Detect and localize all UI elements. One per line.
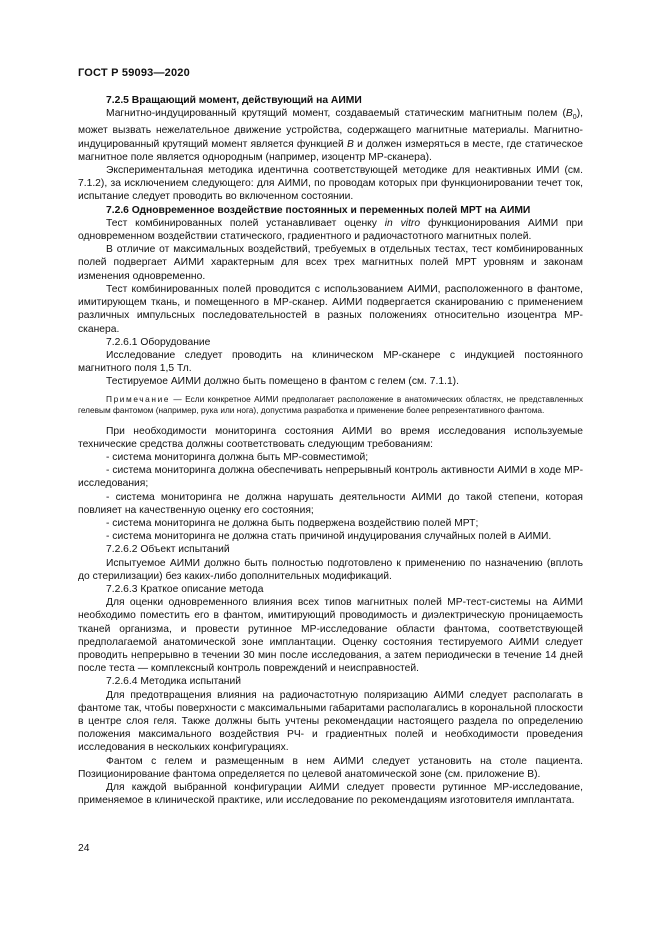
section-7-2-5-title: 7.2.5 Вращающий момент, действующий на АИМИ (106, 95, 362, 106)
note-label: Примечание (106, 393, 171, 404)
list-item: - система мониторинга должна обеспечивать непрерывный контроль активности АИМИ в ходе МР-исследования; (78, 465, 583, 490)
paragraph: В отличие от максимальных воздействий, требуемых в отдельных тестах, тест комбинированных полей подвергает АИМИ характерным для всех трех магнитных полей МРТ уровням и законам изменения одновременно. (78, 244, 583, 282)
paragraph: Испытуемое АИМИ должно быть полностью подготовлено к применению по назначению (вплоть до стерилизации) без каких-либо дополнительных модификаций. (78, 557, 583, 582)
list-item: - система мониторинга не должна быть подвержена воздействию полей МРТ; (106, 517, 479, 529)
page-body (78, 94, 583, 807)
paragraph: Для оценки одновременного влияния всех типов магнитных полей МР-тест-системы на АИМИ необходимо поместить его в фантом, имитирующий проводимость и диэлектрическую проницаемость тканей организма, и провести рутинное МР-исследование области фантома, соответствующей предполагаемой анатомической зоне имплантации. Оценку состояния тестируемого АИМИ следует проводить непрерывно в течении 30 мин после исследования, а затем периодически в течение 14 дней после теста — комплексный контроль повреждений и неисправностей. (78, 597, 583, 675)
paragraph: Исследование следует проводить на клиническом МР-сканере с индукцией постоянного магнитного поля 1,5 Тл. (78, 349, 583, 375)
paragraph: Для каждой выбранной конфигурации АИМИ следует провести рутинное МР-исследование, применяемое в клинической практике, или исследование по рекомендациям изготовителя имплантата. (78, 782, 583, 807)
page-number: 24 (78, 843, 90, 854)
list-item: - система мониторинга не должна нарушать деятельности АИМИ до такой степени, которая повлияет на качественную оценку его состояния; (78, 491, 583, 516)
document-header: ГОСТ Р 59093—2020 (78, 67, 190, 79)
list-item: - система мониторинга не должна стать причиной индуцирования случайных полей в АИМИ. (106, 531, 552, 543)
paragraph: Фантом с гелем и размещенным в нем АИМИ следует установить на столе пациента. Позиционирование фантома определяется по целевой анатомической зоне (см. приложение В). (78, 755, 583, 780)
paragraph: Тестируемое АИМИ должно быть помещено в фантом с гелем (см. 7.1.1). (106, 376, 459, 388)
note: Примечание — Если конкретное АИМИ предполагает расположение в анатомических областях, не представленных гелевым фантомом (например, рука или нога), допустима разработка и применение более репрезентативного фантома. (78, 393, 583, 415)
subsection-7-2-6-3-title: 7.2.6.3 Краткое описание метода (106, 583, 264, 595)
paragraph: Магнитно-индуцированный крутящий момент, создаваемый статическим магнитным полем $(B_0)$, может вызвать нежелательное движение устройства, содержащего магнитные материалы. Магнитно-индуцированный крутящий момент является функцией B и должен измеряться в месте, где статическое магнитное поле является однородным (например, изоцентр МР-сканера). (78, 108, 583, 163)
subsection-7-2-6-1-title: 7.2.6.1 Оборудование (106, 336, 211, 348)
list-item: - система мониторинга должна быть МР-совместимой; (106, 451, 369, 463)
paragraph: При необходимости мониторинга состояния АИМИ во время исследования используемые технические средства должны соответствовать следующим требованиям: (78, 425, 583, 450)
paragraph: Тест комбинированных полей проводится с использованием АИМИ, расположенного в фантоме, имитирующем ткань, и помещенного в МР-сканер. АИМИ подвергается сканированию с применением различных импульсных последовательностей в разных положениях относительно изоцентра МР-сканера. (78, 283, 583, 335)
section-7-2-6-title: 7.2.6 Одновременное воздействие постоянных и переменных полей МРТ на АИМИ (106, 204, 531, 216)
paragraph: Экспериментальная методика идентична соответствующей методике для неактивных ИМИ (см. 7.1.2), за исключением следующего: для АИМИ, по проводам которых при функционировании течет ток, испытание следует проводить во включенном состоянии. (78, 165, 583, 203)
paragraph: Тест комбинированных полей устанавливает оценку in vitro функционирования АИМИ при одновременном воздействии статического, градиентного и радиочастотного магнитных полей. (78, 217, 584, 243)
subsection-7-2-6-2-title: 7.2.6.2 Объект испытаний (106, 544, 230, 556)
paragraph: Для предотвращения влияния на радиочастотную поляризацию АИМИ следует располагать в фантоме так, чтобы поверхности с максимальными габаритами располагались в корональной плоскости в центре слоя геля. Также должны быть учтены рекомендации настоящего раздела по определению положения максимального воздействия РЧ- и градиентных полей и необходимости проведения исследования в нескольких конфигурациях. (78, 689, 583, 754)
subsection-7-2-6-4-title: 7.2.6.4 Методика испытаний (106, 676, 242, 688)
